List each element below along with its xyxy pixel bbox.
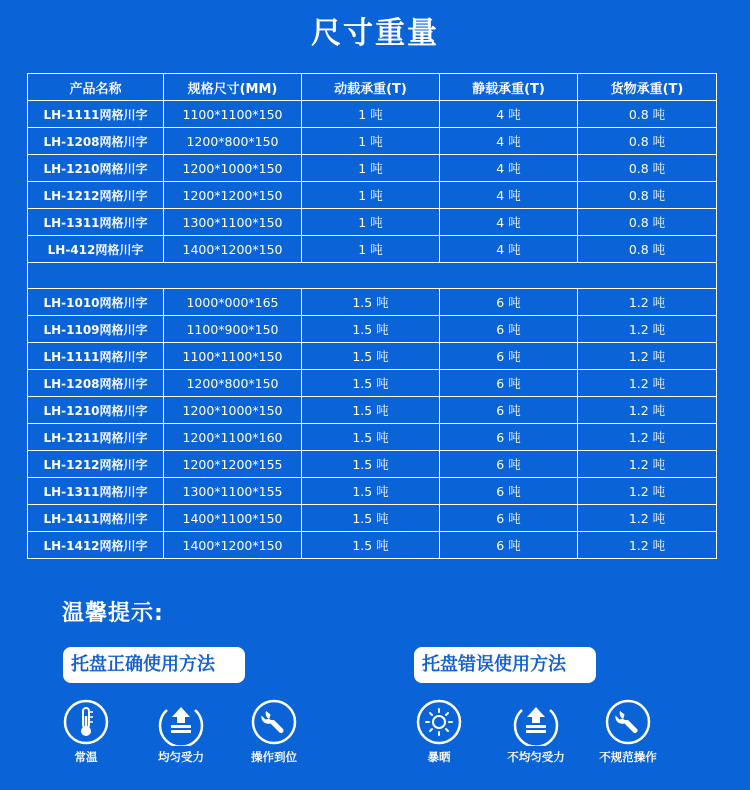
table-row	[28, 397, 717, 424]
cell-product-name: LH-1210网格川字	[28, 397, 164, 424]
cell-cargo-load: 1.2 吨	[578, 289, 717, 316]
correct-usage-label: 托盘正确使用方法	[63, 647, 245, 683]
wrong-usage-label: 托盘错误使用方法	[414, 647, 596, 683]
cell-dynamic-load: 1 吨	[302, 209, 440, 236]
cell-spec-size: 1200*1100*160	[164, 424, 302, 451]
header-cargo-load: 货物承重(T)	[578, 74, 717, 101]
cell-product-name: LH-1010网格川字	[28, 289, 164, 316]
cell-spec-size: 1200*1000*150	[164, 397, 302, 424]
cell-product-name: LH-1109网格川字	[28, 316, 164, 343]
header-dynamic-load: 动载承重(T)	[302, 74, 440, 101]
cell-spec-size: 1400*1200*150	[164, 236, 302, 263]
cell-spec-size: 1300*1100*155	[164, 478, 302, 505]
cell-static-load: 4 吨	[440, 236, 578, 263]
cell-cargo-load: 1.2 吨	[578, 532, 717, 559]
cell-product-name: LH-1211网格川字	[28, 424, 164, 451]
cell-product-name: LH-1212网格川字	[28, 451, 164, 478]
cell-spec-size: 1300*1100*150	[164, 209, 302, 236]
cell-static-load: 6 吨	[440, 451, 578, 478]
cell-static-load: 4 吨	[440, 182, 578, 209]
cell-cargo-load: 1.2 吨	[578, 424, 717, 451]
cell-product-name: LH-1210网格川字	[28, 155, 164, 182]
cell-spec-size: 1200*800*150	[164, 128, 302, 155]
table-row	[28, 316, 717, 343]
cell-spec-size: 1200*1200*150	[164, 182, 302, 209]
group-separator-cell	[28, 263, 717, 289]
table-row	[28, 424, 717, 451]
table-row	[28, 505, 717, 532]
cell-dynamic-load: 1.5 吨	[302, 370, 440, 397]
wrench-icon	[604, 698, 652, 746]
cell-spec-size: 1100*900*150	[164, 316, 302, 343]
table-row	[28, 182, 717, 209]
cell-static-load: 6 吨	[440, 532, 578, 559]
cell-dynamic-load: 1.5 吨	[302, 289, 440, 316]
cell-static-load: 6 吨	[440, 505, 578, 532]
cell-spec-size: 1400*1100*150	[164, 505, 302, 532]
cell-static-load: 4 吨	[440, 155, 578, 182]
cell-static-load: 6 吨	[440, 478, 578, 505]
cell-product-name: LH-1311网格川字	[28, 209, 164, 236]
cell-dynamic-load: 1.5 吨	[302, 424, 440, 451]
table-row	[28, 343, 717, 370]
cell-dynamic-load: 1.5 吨	[302, 505, 440, 532]
correct-item-label: 均匀受力	[158, 750, 204, 764]
table-row	[28, 101, 717, 128]
cell-cargo-load: 1.2 吨	[578, 451, 717, 478]
cell-static-load: 4 吨	[440, 101, 578, 128]
cell-cargo-load: 1.2 吨	[578, 316, 717, 343]
cell-cargo-load: 0.8 吨	[578, 209, 717, 236]
wrong-item-label: 不均匀受力	[507, 750, 565, 764]
table-row	[28, 451, 717, 478]
cell-dynamic-load: 1.5 吨	[302, 451, 440, 478]
cell-cargo-load: 1.2 吨	[578, 343, 717, 370]
cell-static-load: 6 吨	[440, 370, 578, 397]
table-row	[28, 155, 717, 182]
cell-cargo-load: 0.8 吨	[578, 101, 717, 128]
wrench-icon	[250, 698, 298, 746]
cell-product-name: LH-1111网格川字	[28, 101, 164, 128]
cell-dynamic-load: 1 吨	[302, 182, 440, 209]
table-row	[28, 236, 717, 263]
correct-item-label: 操作到位	[251, 750, 297, 764]
cell-cargo-load: 1.2 吨	[578, 397, 717, 424]
cell-product-name: LH-1111网格川字	[28, 343, 164, 370]
cell-product-name: LH-1311网格川字	[28, 478, 164, 505]
cell-dynamic-load: 1.5 吨	[302, 532, 440, 559]
cell-spec-size: 1400*1200*150	[164, 532, 302, 559]
uneven-load-icon	[512, 698, 560, 746]
cell-product-name: LH-1208网格川字	[28, 128, 164, 155]
cell-static-load: 6 吨	[440, 424, 578, 451]
cell-static-load: 6 吨	[440, 343, 578, 370]
cell-product-name: LH-412网格川字	[28, 236, 164, 263]
even-load-icon	[157, 698, 205, 746]
header-static-load: 静载承重(T)	[440, 74, 578, 101]
cell-product-name: LH-1212网格川字	[28, 182, 164, 209]
cell-cargo-load: 0.8 吨	[578, 155, 717, 182]
correct-item-label: 常温	[74, 750, 98, 764]
tips-title: 温馨提示:	[62, 601, 164, 626]
cell-static-load: 6 吨	[440, 397, 578, 424]
cell-spec-size: 1200*800*150	[164, 370, 302, 397]
cell-dynamic-load: 1 吨	[302, 236, 440, 263]
cell-cargo-load: 0.8 吨	[578, 128, 717, 155]
cell-dynamic-load: 1.5 吨	[302, 397, 440, 424]
page-title: 尺寸重量	[311, 16, 439, 51]
cell-dynamic-load: 1 吨	[302, 101, 440, 128]
cell-product-name: LH-1411网格川字	[28, 505, 164, 532]
cell-dynamic-load: 1 吨	[302, 155, 440, 182]
cell-spec-size: 1000*000*165	[164, 289, 302, 316]
table-row	[28, 532, 717, 559]
cell-static-load: 4 吨	[440, 128, 578, 155]
table-row	[28, 370, 717, 397]
cell-cargo-load: 0.8 吨	[578, 182, 717, 209]
cell-dynamic-load: 1 吨	[302, 128, 440, 155]
header-spec-size: 规格尺寸(MM)	[164, 74, 302, 101]
cell-cargo-load: 1.2 吨	[578, 505, 717, 532]
cell-product-name: LH-1208网格川字	[28, 370, 164, 397]
spec-table	[27, 73, 717, 559]
cell-static-load: 6 吨	[440, 289, 578, 316]
cell-product-name: LH-1412网格川字	[28, 532, 164, 559]
cell-cargo-load: 1.2 吨	[578, 478, 717, 505]
wrong-item-label: 暴晒	[427, 750, 451, 764]
thermometer-icon	[62, 698, 110, 746]
cell-spec-size: 1200*1200*155	[164, 451, 302, 478]
cell-static-load: 6 吨	[440, 316, 578, 343]
wrong-item-label: 不规范操作	[599, 750, 657, 764]
group-separator-row	[28, 263, 717, 289]
table-row	[28, 478, 717, 505]
cell-dynamic-load: 1.5 吨	[302, 343, 440, 370]
cell-spec-size: 1100*1100*150	[164, 343, 302, 370]
cell-cargo-load: 1.2 吨	[578, 370, 717, 397]
cell-static-load: 4 吨	[440, 209, 578, 236]
cell-spec-size: 1100*1100*150	[164, 101, 302, 128]
header-product-name: 产品名称	[28, 74, 164, 101]
cell-dynamic-load: 1.5 吨	[302, 478, 440, 505]
table-row	[28, 289, 717, 316]
table-header-row	[28, 74, 717, 101]
table-row	[28, 128, 717, 155]
sun-icon	[415, 698, 463, 746]
cell-spec-size: 1200*1000*150	[164, 155, 302, 182]
cell-cargo-load: 0.8 吨	[578, 236, 717, 263]
table-row	[28, 209, 717, 236]
cell-dynamic-load: 1.5 吨	[302, 316, 440, 343]
